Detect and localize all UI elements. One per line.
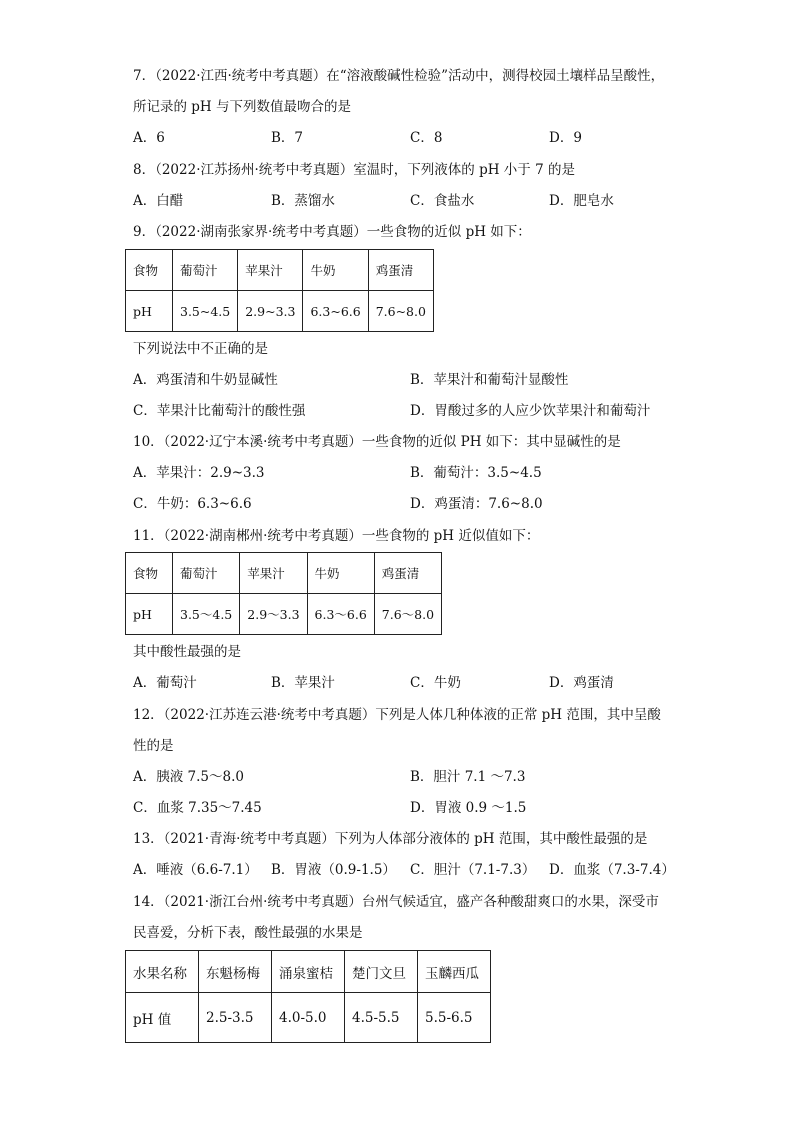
question-7-stem: 7．（2022·江西·统考中考真题）在“溶液酸碱性检验”活动中，测得校园土壤样品呈酸性， <box>133 68 665 84</box>
question-7-stem-cont: 所记录的 pH 与下列数值最吻合的是 <box>133 99 351 115</box>
table-cell: 3.5~4.5 <box>173 291 238 332</box>
table-cell: 葡萄汁 <box>173 250 238 291</box>
question-11-prompt: 其中酸性最强的是 <box>133 644 241 660</box>
q11-option-d: D．鸡蛋清 <box>549 675 614 691</box>
table-row <box>126 993 491 1043</box>
q11-option-a: A．葡萄汁 <box>133 675 197 691</box>
table-cell: 楚门文旦 <box>345 951 418 993</box>
q10-option-d: D．鸡蛋清：7.6~8.0 <box>410 496 543 512</box>
q8-option-d: D．肥皂水 <box>549 193 614 209</box>
q14-fruit-ph-table <box>125 950 491 1043</box>
table-cell: 7.6～8.0 <box>374 594 441 635</box>
table-cell: 6.3~6.6 <box>303 291 368 332</box>
table-cell: 鸡蛋清 <box>374 553 441 594</box>
table-cell: 食物 <box>126 250 173 291</box>
q8-option-a: A．白醋 <box>133 193 184 209</box>
table-cell: pH 值 <box>126 993 199 1043</box>
table-header-row <box>126 553 442 594</box>
table-cell: 2.9～3.3 <box>240 594 307 635</box>
table-cell: 2.9~3.3 <box>238 291 303 332</box>
q9-option-a: A．鸡蛋清和牛奶显碱性 <box>133 372 278 388</box>
table-cell: 牛奶 <box>303 250 368 291</box>
table-cell: 东魁杨梅 <box>199 951 272 993</box>
question-14-stem: 14．（2021·浙江台州·统考中考真题）台州气候适宜，盛产各种酸甜爽口的水果，深受市 <box>133 894 659 910</box>
question-13-stem: 13．（2021·青海·统考中考真题）下列为人体部分液体的 pH 范围，其中酸性最强的是 <box>133 831 648 847</box>
table-cell: 3.5～4.5 <box>173 594 240 635</box>
q12-option-c: C．血浆 7.35～7.45 <box>133 800 262 816</box>
q7-option-d: D．9 <box>549 130 582 146</box>
table-cell: 4.0-5.0 <box>272 993 345 1043</box>
q8-option-c: C．食盐水 <box>410 193 475 209</box>
table-cell: 苹果汁 <box>240 553 307 594</box>
question-14-stem-cont: 民喜爱，分析下表，酸性最强的水果是 <box>133 925 363 941</box>
table-cell: pH <box>126 291 173 332</box>
table-cell: 鸡蛋清 <box>368 250 433 291</box>
question-12-stem-cont: 性的是 <box>133 738 174 754</box>
q9-option-d: D．胃酸过多的人应少饮苹果汁和葡萄汁 <box>410 403 651 419</box>
q11-ph-table <box>125 552 442 635</box>
q13-option-b: B．胃液（0.9-1.5） <box>271 862 396 878</box>
q12-option-b: B．胆汁 7.1 ～7.3 <box>410 769 526 785</box>
table-cell: 苹果汁 <box>238 250 303 291</box>
q10-option-b: B．葡萄汁：3.5~4.5 <box>410 465 542 481</box>
table-cell: pH <box>126 594 173 635</box>
question-8-stem: 8．（2022·江苏扬州·统考中考真题）室温时，下列液体的 pH 小于 7 的是 <box>133 162 575 178</box>
table-cell: 牛奶 <box>307 553 374 594</box>
q7-option-a: A．6 <box>133 130 165 146</box>
q10-option-c: C．牛奶：6.3~6.6 <box>133 496 252 512</box>
table-cell: 6.3～6.6 <box>307 594 374 635</box>
q9-ph-table <box>125 249 434 332</box>
q9-option-b: B．苹果汁和葡萄汁显酸性 <box>410 372 569 388</box>
q11-option-c: C．牛奶 <box>410 675 461 691</box>
q7-option-b: B．7 <box>271 130 304 146</box>
question-9-stem: 9．（2022·湖南张家界·统考中考真题）一些食物的近似 pH 如下： <box>133 224 531 240</box>
q7-option-c: C．8 <box>410 130 443 146</box>
question-12-stem: 12．（2022·江苏连云港·统考中考真题）下列是人体几种体液的正常 pH 范围，其中呈酸 <box>133 707 661 723</box>
table-row <box>126 291 434 332</box>
q9-option-c: C．苹果汁比葡萄汁的酸性强 <box>133 403 306 419</box>
q11-option-b: B．苹果汁 <box>271 675 335 691</box>
q8-option-b: B．蒸馏水 <box>271 193 335 209</box>
q10-option-a: A．苹果汁：2.9~3.3 <box>133 465 265 481</box>
q13-option-c: C．胆汁（7.1-7.3） <box>410 862 536 878</box>
q12-option-d: D．胃液 0.9 ～1.5 <box>410 800 527 816</box>
table-cell: 4.5-5.5 <box>345 993 418 1043</box>
table-cell: 葡萄汁 <box>173 553 240 594</box>
table-cell: 玉麟西瓜 <box>418 951 491 993</box>
table-cell: 7.6~8.0 <box>368 291 433 332</box>
q13-option-a: A．唾液（6.6-7.1） <box>133 862 258 878</box>
table-cell: 涌泉蜜桔 <box>272 951 345 993</box>
q13-option-d: D．血浆（7.3-7.4） <box>549 862 675 878</box>
table-cell: 5.5-6.5 <box>418 993 491 1043</box>
table-row <box>126 594 442 635</box>
question-11-stem: 11．（2022·湖南郴州·统考中考真题）一些食物的 pH 近似值如下： <box>133 528 540 544</box>
q12-option-a: A．胰液 7.5～8.0 <box>133 769 244 785</box>
table-header-row <box>126 951 491 993</box>
table-cell: 食物 <box>126 553 173 594</box>
table-header-row <box>126 250 434 291</box>
question-9-prompt: 下列说法中不正确的是 <box>133 341 268 357</box>
table-cell: 水果名称 <box>126 951 199 993</box>
question-10-stem: 10．（2022·辽宁本溪·统考中考真题）一些食物的近似 PH 如下：其中显碱性的是 <box>133 434 621 450</box>
table-cell: 2.5-3.5 <box>199 993 272 1043</box>
